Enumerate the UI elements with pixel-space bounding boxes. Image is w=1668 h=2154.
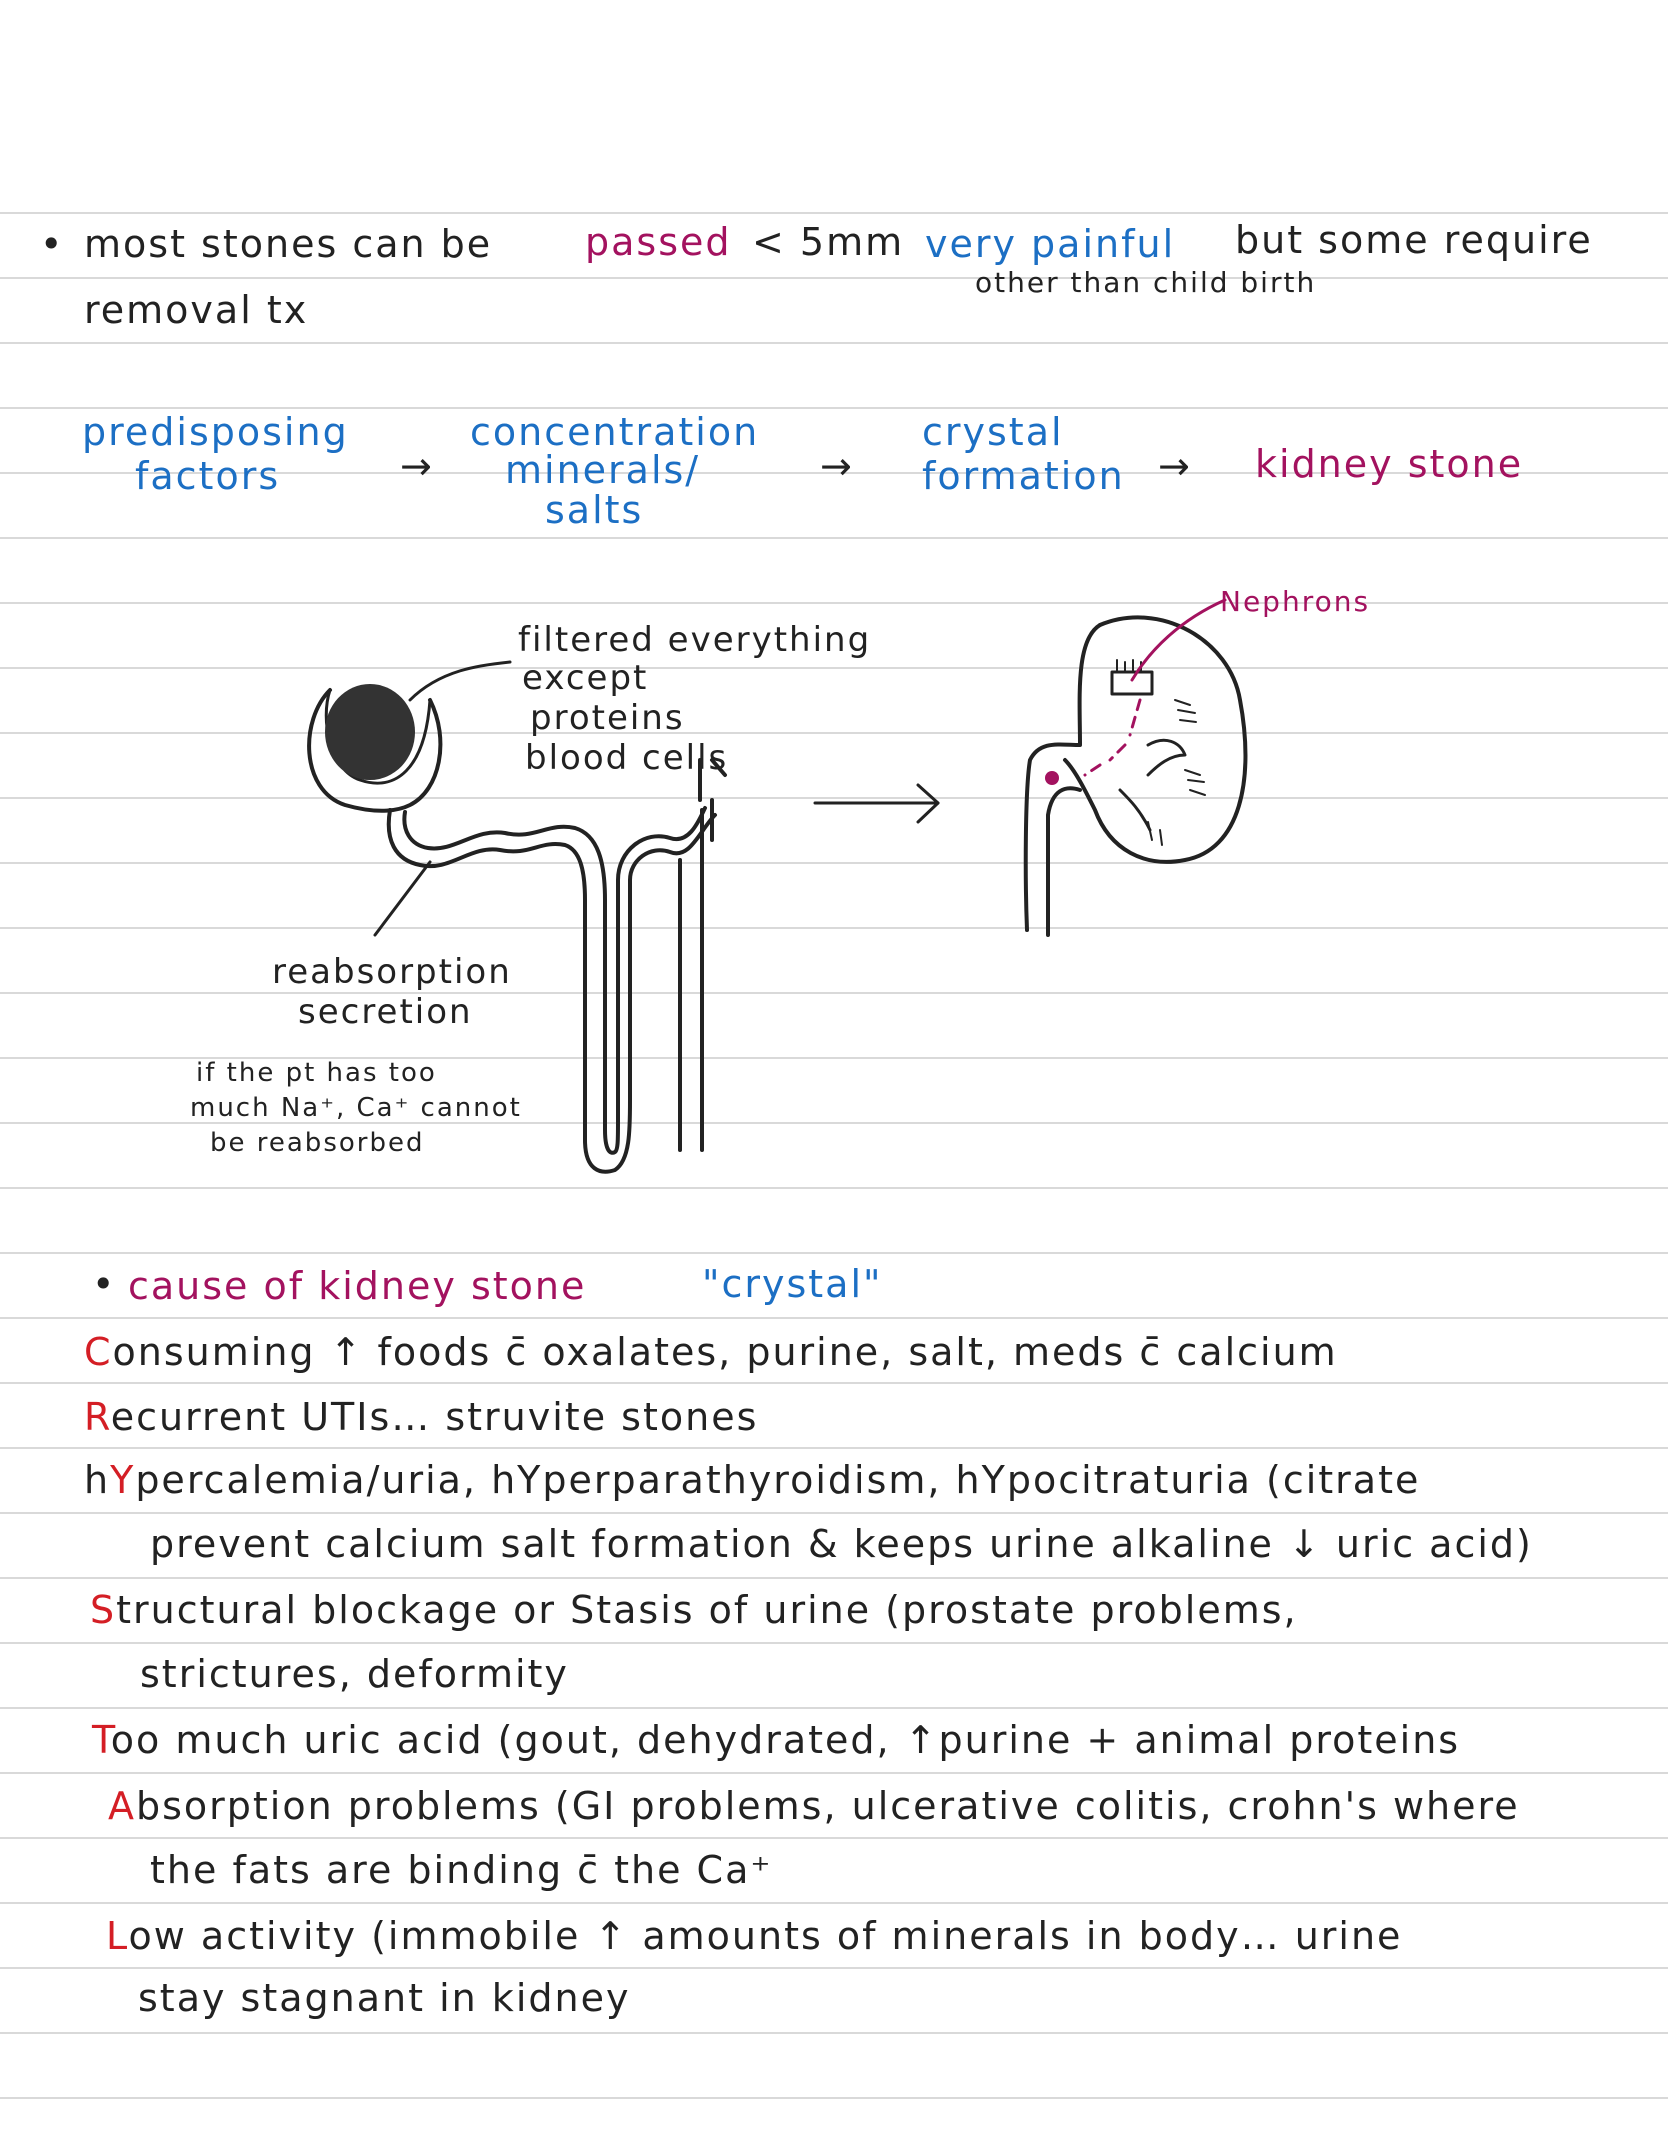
intro-annotation: other than child birth <box>975 266 1317 299</box>
note-line-1: if the pt has too <box>196 1058 437 1088</box>
cause-line-a-cont: the fats are binding c̄ the Ca⁺ <box>150 1848 773 1892</box>
mnemonic-letter-t: T <box>92 1718 111 1762</box>
causes-heading-crystal: "crystal" <box>702 1262 883 1306</box>
cause-line-r: Recurrent UTIs… struvite stones <box>84 1395 759 1439</box>
flow-arrow-3: → <box>1158 444 1192 488</box>
cause-line-l: Low activity (immobile ↑ amounts of minerals in body… urine <box>106 1914 1403 1958</box>
filtered-label-1: filtered everything <box>518 620 872 660</box>
mnemonic-letter-a: A <box>108 1784 136 1828</box>
mnemonic-letter-r: R <box>84 1395 111 1439</box>
flow-result: kidney stone <box>1255 442 1524 486</box>
nephrons-label: Nephrons <box>1220 585 1371 618</box>
cause-line-c: Consuming ↑ foods c̄ oxalates, purine, salt, meds c̄ calcium <box>84 1330 1338 1374</box>
intro-size: < 5mm <box>752 220 905 264</box>
flow-arrow-2: → <box>820 444 854 488</box>
cause-line-a: Absorption problems (GI problems, ulcerative colitis, crohn's where <box>108 1784 1520 1828</box>
cause-line-t: Too much uric acid (gout, dehydrated, ↑purine + animal proteins <box>92 1718 1461 1762</box>
causes-heading-bullet: • <box>92 1262 117 1306</box>
intro-very-painful: very painful <box>925 222 1176 266</box>
intro-line-2: removal tx <box>84 288 309 332</box>
cause-line-y: hYpercalemia/uria, hYperparathyroidism, hYpocitraturia (citrate <box>84 1458 1421 1502</box>
flow-step3-line2: formation <box>922 454 1125 498</box>
cause-line-l-cont: stay stagnant in kidney <box>138 1976 631 2020</box>
flow-arrow-1: → <box>400 444 434 488</box>
filtered-label-2: except <box>522 658 649 698</box>
mnemonic-letter-y: Y <box>110 1458 136 1502</box>
note-line-3: be reabsorbed <box>210 1128 425 1158</box>
intro-text-2: but some require <box>1235 218 1593 262</box>
mnemonic-letter-s: S <box>90 1588 117 1632</box>
secretion-label: secretion <box>298 992 473 1032</box>
flow-step1-line2: factors <box>135 454 281 498</box>
intro-text-1: most stones can be <box>84 222 493 266</box>
cause-line-y-cont: prevent calcium salt formation & keeps urine alkaline ↓ uric acid) <box>150 1522 1533 1566</box>
causes-heading: cause of kidney stone <box>128 1264 587 1308</box>
flow-step3-line1: crystal <box>922 410 1064 454</box>
reabsorption-label: reabsorption <box>272 952 512 992</box>
flow-step2-line2: minerals/ <box>505 448 701 492</box>
filtered-label-3: proteins <box>530 698 685 738</box>
intro-passed: passed <box>585 220 732 264</box>
cause-line-s: Structural blockage or Stasis of urine (prostate problems, <box>90 1588 1298 1632</box>
mnemonic-letter-c: C <box>84 1330 113 1374</box>
mnemonic-letter-l: L <box>106 1914 129 1958</box>
filtered-label-4: blood cells <box>525 738 729 778</box>
cause-line-s-cont: strictures, deformity <box>140 1652 569 1696</box>
flow-step2-line3: salts <box>545 488 644 532</box>
flow-step1-line1: predisposing <box>82 410 349 454</box>
note-line-2: much Na⁺, Ca⁺ cannot <box>190 1093 522 1123</box>
flow-step2-line1: concentration <box>470 410 760 454</box>
bullet-dot: • <box>40 222 65 266</box>
